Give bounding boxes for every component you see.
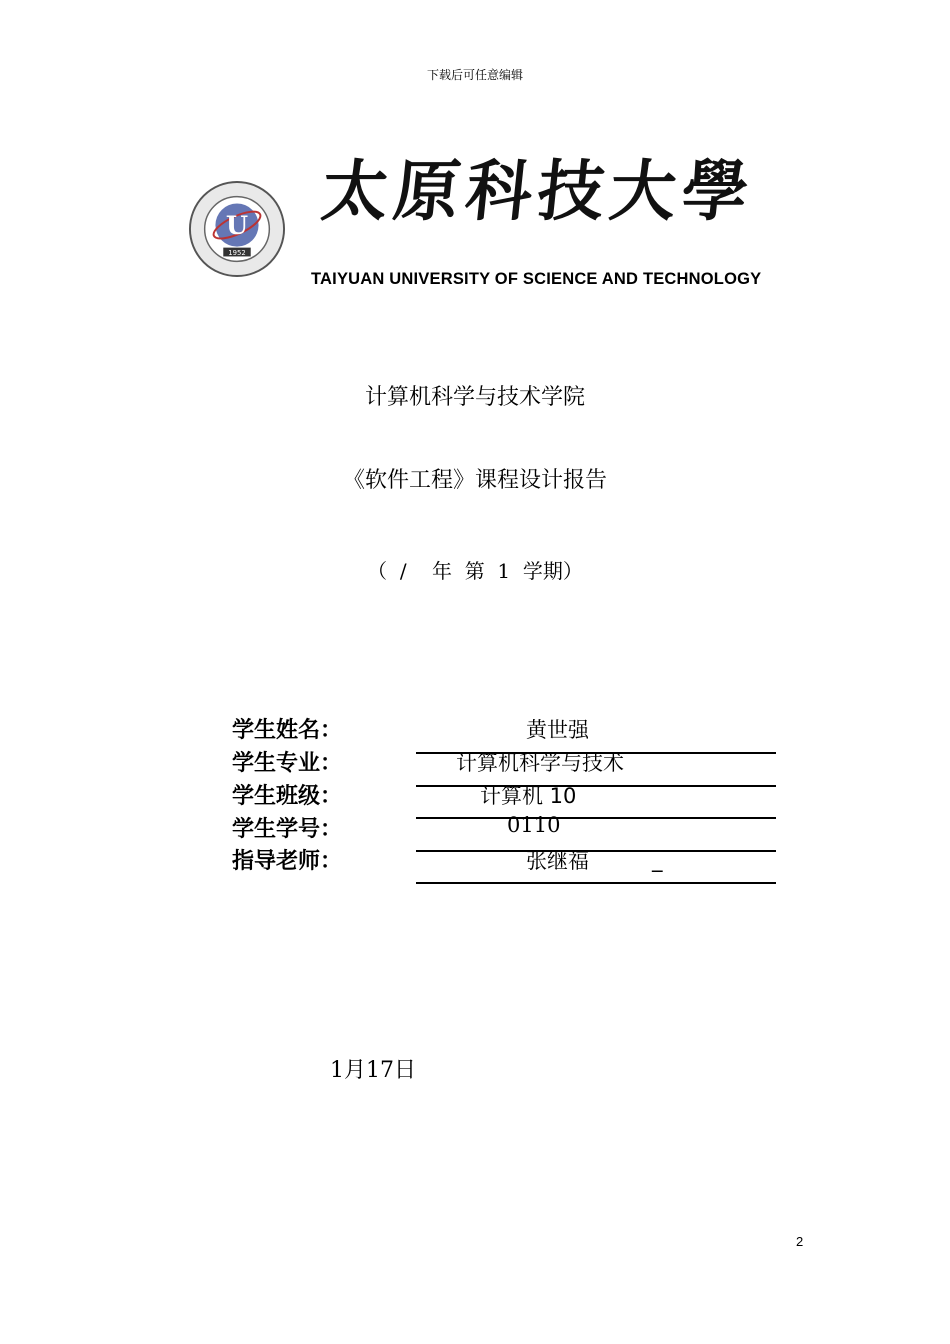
svg-text:U: U: [225, 210, 249, 241]
university-logo: [188, 150, 762, 300]
underline-id: [416, 850, 776, 852]
header-note: 下载后可任意编辑: [426, 68, 523, 82]
student-id-value: 0110: [507, 813, 561, 837]
underline-class: [416, 817, 776, 819]
student-name-label: 学生姓名：: [232, 718, 343, 743]
university-seal-icon: [188, 180, 286, 278]
student-class-label: 学生班级：: [232, 784, 343, 809]
underline-major: [416, 785, 776, 787]
student-major-label: 学生专业：: [232, 751, 343, 776]
seal-year: 1952: [228, 248, 246, 257]
student-id-label: 学生学号：: [232, 817, 343, 842]
report-date: 1月17日: [330, 1058, 416, 1083]
student-name-value: 黄世强: [526, 718, 589, 742]
advisor-label: 指导老师：: [232, 849, 343, 874]
advisor-value: 张继福: [526, 849, 589, 873]
advisor-suffix: _: [652, 848, 663, 872]
student-major-value: 计算机科学与技术: [456, 751, 624, 775]
underline-advisor: [416, 882, 776, 884]
university-chinese-name: 太原科技大學: [317, 152, 759, 230]
page-number: 2: [796, 1234, 804, 1249]
course-report-title: 《软件工程》课程设计报告: [342, 468, 607, 493]
student-class-value: 计算机 10: [480, 784, 577, 808]
university-english-name: TAIYUAN UNIVERSITY OF SCIENCE AND TECHNOLOGY: [311, 270, 762, 288]
college-title: 计算机科学与技术学院: [364, 385, 585, 410]
semester-line: （ / 年 第 1 学期）: [367, 559, 583, 583]
